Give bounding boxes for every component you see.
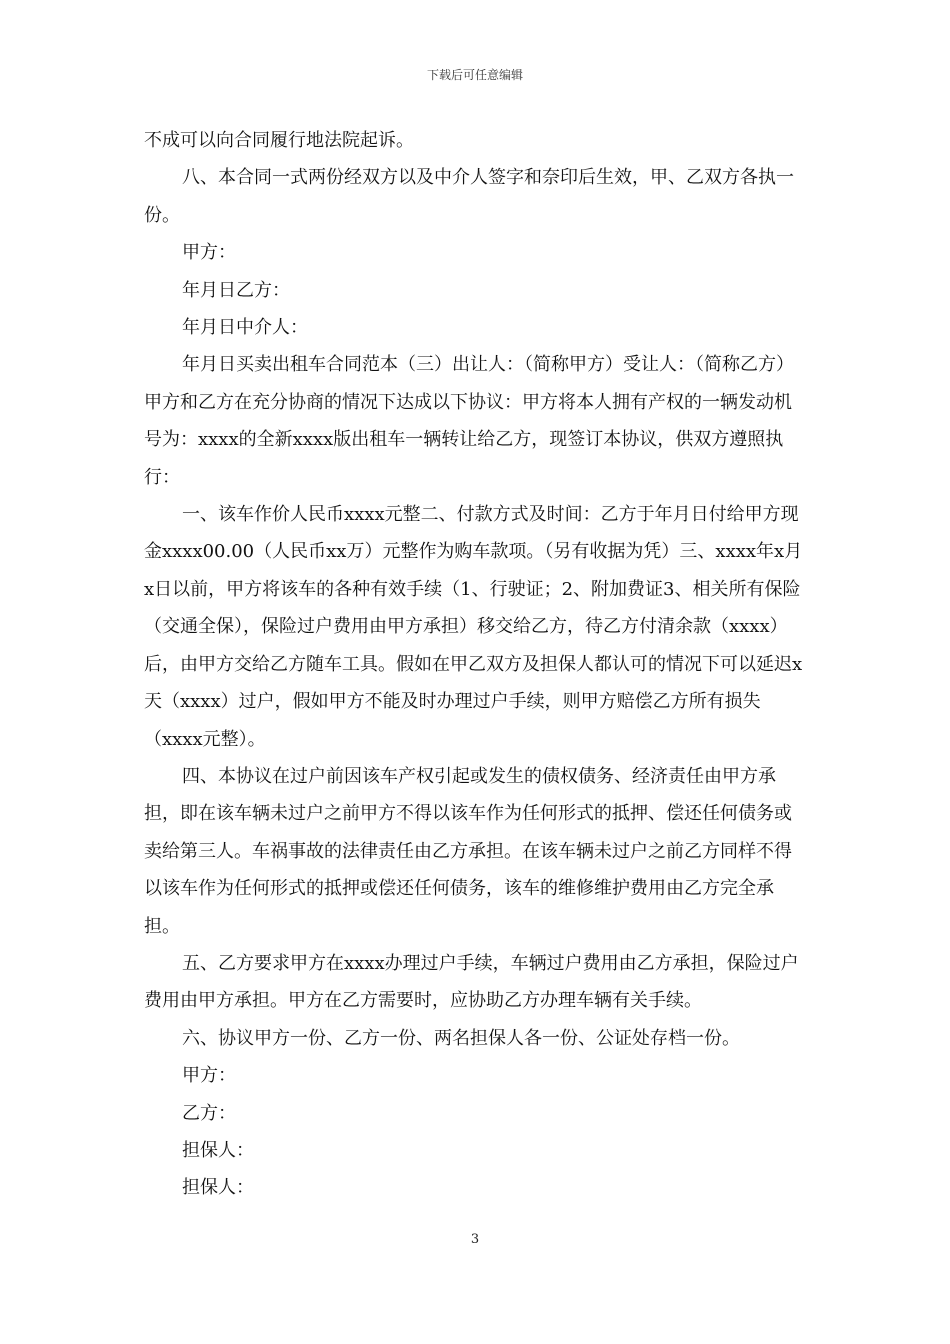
paragraph: 年月日中介人：	[182, 317, 308, 339]
paragraph: 不成可以向合同履行地法院起诉。	[144, 130, 414, 151]
paragraph: 五、乙方要求甲方在xxxx办理过户手续，车辆过户费用由乙方承担，保险过户费用由甲方承担。甲方在乙方需要时，应协助乙方办理车辆有关手续。	[144, 952, 799, 1012]
page-header-note: 下载后可任意编辑	[426, 68, 523, 82]
document-body	[144, 122, 806, 1207]
signature-guarantor: 担保人：	[182, 1139, 254, 1161]
paragraph: 年月日乙方：	[182, 279, 290, 301]
paragraph: 年月日买卖出租车合同范本（三）出让人：（简称甲方）受让人：（简称乙方）甲方和乙方在充分协商的情况下达成以下协议：甲方将本人拥有产权的一辆发动机号为：xxxx的全新xxxx版出租车一辆转让给乙方，现签订本协议，供双方遵照执行：	[144, 354, 794, 488]
paragraph: 四、本协议在过户前因该车产权引起或发生的债权债务、经济责任由甲方承担，即在该车辆未过户之前甲方不得以该车作为任何形式的抵押、偿还任何债务或卖给第三人。车祸事故的法律责任由乙方承担。在该车辆未过户之前乙方同样不得以该车作为任何形式的抵押或偿还任何债务，该车的维修维护费用由乙方完全承担。	[144, 765, 792, 937]
paragraph: 甲方：	[182, 242, 236, 264]
paragraph: 一、该车作价人民币xxxx元整二、付款方式及时间：乙方于年月日付给甲方现金xxxx00.00（人民币xx万）元整作为购车款项。（另有收据为凭）三、xxxx年x月x日以前，甲方将该车的各种有效手续（1、行驶证；2、附加费证3、相关所有保险（交通全保），保险过户费用由甲方承担）移交给乙方，待乙方付清余款（xxxx）后，由甲方交给乙方随车工具。假如在甲乙双方及担保人都认可的情况下可以延迟x天（xxxx）过户，假如甲方不能及时办理过户手续，则甲方赔偿乙方所有损失（xxxx元整）。	[144, 504, 803, 750]
page-number: 3	[470, 1232, 480, 1247]
paragraph: 八、本合同一式两份经双方以及中介人签字和奈印后生效，甲、乙双方各执一份。	[144, 167, 794, 226]
signature-party-b: 乙方：	[182, 1102, 236, 1124]
signature-party-a: 甲方：	[182, 1065, 236, 1087]
signature-guarantor: 担保人：	[182, 1177, 254, 1199]
paragraph: 六、协议甲方一份、乙方一份、两名担保人各一份、公证处存档一份。	[182, 1027, 740, 1049]
